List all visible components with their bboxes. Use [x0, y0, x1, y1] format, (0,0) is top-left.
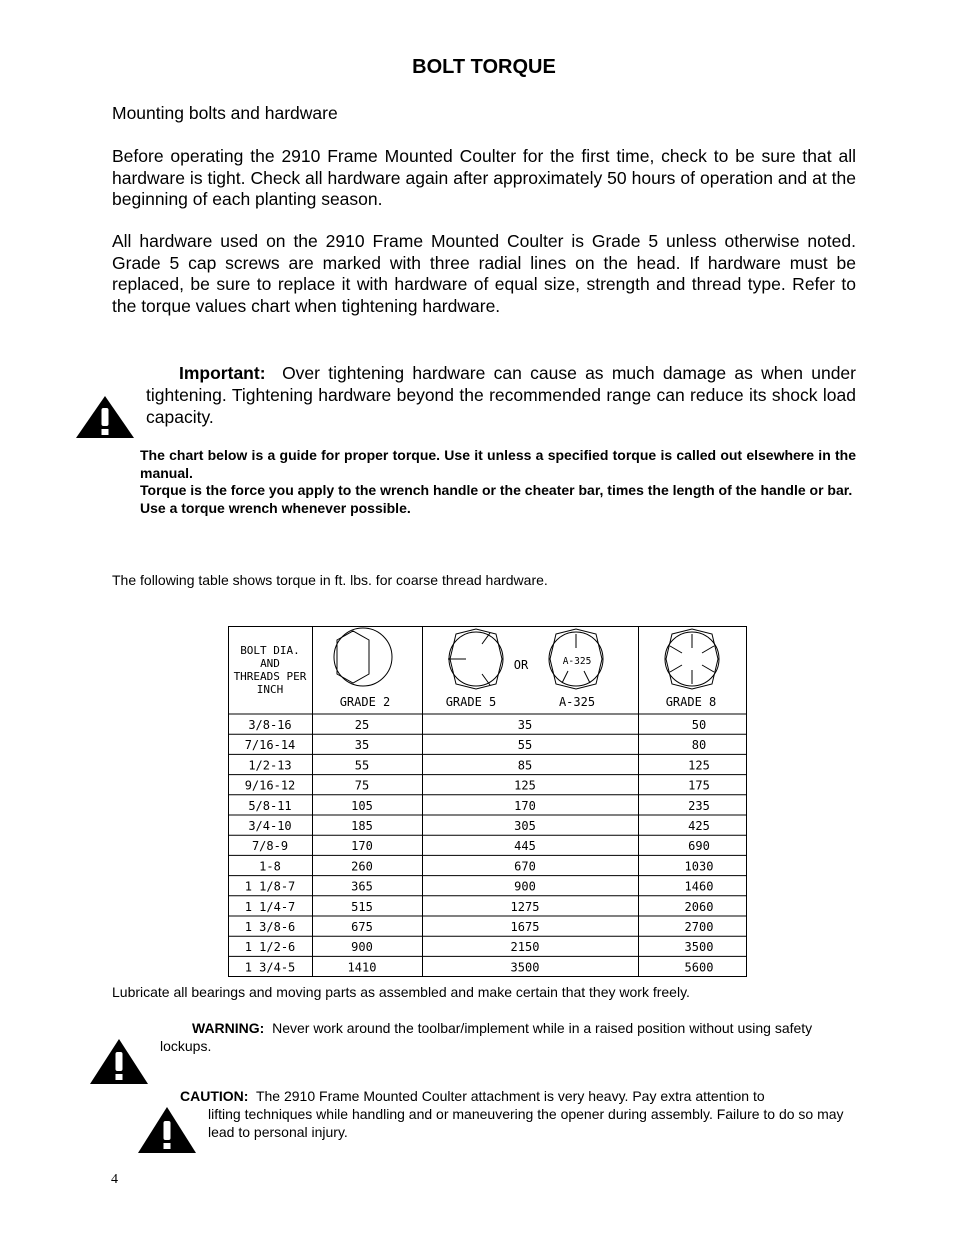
table-row: [245, 880, 714, 894]
paragraph-hardware: All hardware used on the 2910 Frame Mounted Coulter is Grade 5 unless otherwise noted. Grade 5 cap screws are marked with three radial lines on the head. If hardware must be replaced, be sure to replace it with hardware of equal size, strength and thread type. Refer to the torque values chart when tightening hardware.: [112, 231, 856, 316]
grade5-torque: 35: [517, 718, 533, 732]
table-row: [245, 779, 710, 793]
table-row: [252, 839, 710, 853]
warning-triangle-icon: [89, 1038, 149, 1085]
grade8-torque: 1460: [684, 879, 714, 894]
table-row: [248, 799, 710, 813]
important-text: Over tightening hardware can cause as much damage as when under tightening. Tightening hardware beyond the recommended range can reduce its shock load capacity.: [146, 363, 856, 427]
guide-line-2: Torque is the force you apply to the wrench handle or the cheater bar, times the length of the handle or bar.: [140, 482, 853, 498]
grade8-torque: 175: [688, 778, 710, 793]
bolt-size: 7/16-14: [244, 738, 296, 753]
table-row: [248, 758, 710, 772]
torque-table: [228, 626, 748, 978]
warning-triangle-icon: [75, 395, 135, 439]
bolt-size: 1 1/4-7: [244, 899, 296, 914]
table-note: The following table shows torque in ft. lbs. for coarse thread hardware.: [112, 572, 548, 588]
grade8-torque: 2060: [684, 899, 714, 914]
grade5-torque: 445: [514, 839, 536, 854]
grade5-torque: 670: [514, 859, 536, 874]
lubricate-note: Lubricate all bearings and moving parts as assembled and make certain that they work freely.: [112, 984, 690, 1000]
grade2-torque: 675: [351, 920, 373, 934]
important-label: Important:: [179, 363, 266, 383]
grade2-torque: 35: [354, 738, 370, 753]
paragraph-operating: Before operating the 2910 Frame Mounted Coulter for the first time, check to be sure that all hardware is tight. Check all hardware again after approximately 50 hours of operation and at the beginning of each planting season.: [112, 146, 856, 209]
grade8-torque: 2700: [684, 920, 714, 934]
grade5-torque: 900: [514, 879, 536, 894]
guide-line-1: The chart below is a guide for proper torque. Use it unless a specified torque is called out elsewhere in the manual.: [140, 447, 856, 481]
header-bolt-line-3: THREADS PER: [233, 670, 307, 683]
grade8-torque: 3500: [684, 940, 714, 955]
table-row: [245, 960, 714, 974]
bolt-size: 1-8: [259, 859, 281, 874]
table-row: [245, 900, 714, 914]
grade5-torque: 85: [517, 758, 533, 773]
table-row: [245, 920, 714, 934]
header-bolt-line-4: INCH: [256, 683, 284, 696]
bolt-size: 5/8-11: [248, 798, 292, 813]
caution-note: [180, 1087, 860, 1141]
grade2-torque: 1410: [347, 960, 377, 975]
header-grade5: GRADE 5: [445, 695, 497, 709]
grade2-torque: 25: [354, 718, 370, 732]
grade5-torque: 305: [514, 819, 536, 833]
warning-text: Never work around the toolbar/implement while in a raised position without using safety lockups.: [160, 1020, 813, 1054]
bolt-size: 1 1/2-6: [244, 940, 296, 955]
warning-note: [160, 1019, 850, 1055]
header-bolt-line-2: AND: [260, 657, 280, 670]
grade5-torque: 170: [514, 798, 536, 813]
grade2-torque: 260: [351, 859, 373, 874]
table-row: [248, 718, 706, 732]
caution-label: CAUTION:: [180, 1088, 249, 1104]
grade8-torque: 690: [688, 839, 710, 854]
grade8-torque: 125: [688, 758, 710, 773]
guide-line-3: Use a torque wrench whenever possible.: [140, 499, 411, 516]
caution-text-1: The 2910 Frame Mounted Coulter attachment is very heavy. Pay extra attention to: [255, 1088, 765, 1104]
a325-head-mark: A-325: [562, 656, 592, 667]
bolt-size: 1 3/8-6: [244, 920, 296, 934]
grade2-torque: 365: [351, 879, 373, 894]
header-grade8: GRADE 8: [665, 695, 717, 709]
bolt-size: 7/8-9: [251, 839, 289, 854]
grade2-torque: 515: [351, 899, 373, 914]
grade5-torque: 55: [517, 738, 533, 753]
hex-bolt-grade5-icon: [448, 629, 503, 689]
grade8-torque: 235: [688, 798, 710, 813]
grade2-torque: 105: [351, 798, 373, 813]
warning-label: WARNING:: [192, 1020, 265, 1036]
grade8-torque: 1030: [684, 859, 714, 874]
grade2-torque: 170: [351, 839, 373, 854]
grade2-torque: 55: [354, 758, 370, 773]
grade5-torque: 125: [514, 778, 536, 793]
grade8-torque: 50: [691, 718, 707, 732]
bolt-size: 3/4-10: [248, 819, 292, 833]
caution-text-2: lifting techniques while handling and or maneuvering the opener during assembly. Failure to do so may lead to personal injury.: [208, 1106, 844, 1140]
grade5-torque: 1675: [510, 920, 540, 934]
table-row: [259, 859, 713, 873]
grade5-torque: 3500: [510, 960, 540, 975]
table-row: [245, 738, 707, 752]
grade8-torque: 5600: [684, 960, 714, 975]
header-a325: A-325: [558, 695, 596, 709]
bolt-size: 1 1/8-7: [244, 879, 296, 894]
important-note: [146, 362, 856, 428]
hex-bolt-grade2-icon: [334, 628, 392, 686]
table-row: [245, 940, 714, 954]
header-bolt-line-1: BOLT DIA.: [240, 644, 300, 657]
bolt-size: 1 3/4-5: [244, 960, 296, 975]
grade2-torque: 185: [351, 819, 373, 833]
page-title: BOLT TORQUE: [412, 56, 556, 78]
torque-guide-note: [140, 447, 856, 517]
subheading: Mounting bolts and hardware: [112, 103, 338, 123]
grade8-torque: 80: [691, 738, 707, 753]
bolt-size: 3/8-16: [248, 718, 292, 732]
bolt-size: 9/16-12: [244, 778, 296, 793]
page-number: 4: [111, 1172, 118, 1187]
header-grade2: GRADE 2: [339, 695, 391, 709]
bolt-size: 1/2-13: [248, 758, 292, 773]
hex-bolt-grade8-icon: [665, 629, 719, 689]
grade2-torque: 900: [351, 940, 373, 955]
table-row: [248, 819, 710, 833]
header-or: OR: [513, 658, 529, 672]
grade5-torque: 2150: [510, 940, 540, 955]
grade2-torque: 75: [354, 778, 370, 793]
grade8-torque: 425: [688, 819, 710, 833]
grade5-torque: 1275: [510, 899, 540, 914]
